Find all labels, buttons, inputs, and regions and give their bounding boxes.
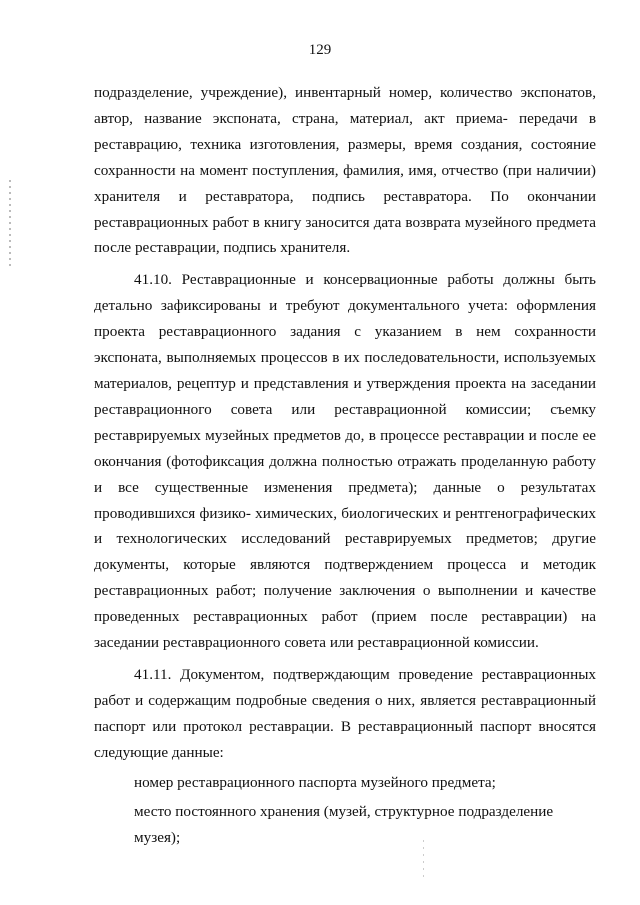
scan-artifact	[9, 180, 11, 270]
list-item: место постоянного хранения (музей, структурное подразделение музея);	[134, 803, 554, 847]
paragraph-41-11: 41.11. Документом, подтверждающим проведение реставрационных работ и содержащим подробные сведения о них, является реставрационный паспорт или протокол реставрации. В реставрационный паспорт вносятся следующие данные:	[94, 665, 596, 761]
paragraph-41-10: 41.10. Реставрационные и консервационные работы должны быть детально зафиксированы и требуют документального учета: оформления проекта реставрационного задания с указанием в нем сохранности экспоната, выполняемых процессов в их последовательности, используемых материалов, рецептур и представления и утверждения проекта на заседании реставрационного совета или реставрационной комиссии; съемку реставрируемых музейных предметов до, в процессе реставрации и после ее окончания (фотофиксация должна полностью отражать проделанную работу и все существенные изменения предмета); данные о результатах проводившихся физико- химических, биологических и рентгенографических и технологических исследований реставрируемых предметов; другие документы, которые являются подтверждением процесса и методик реставрационных работ; получение заключения о выполнении и качестве проведенных реставрационных работ (прием после реставрации) на заседании реставрационного совета или реставрационной комиссии.	[94, 271, 596, 652]
document-body	[94, 80, 596, 851]
paragraph-continuation: подразделение, учреждение), инвентарный номер, количество экспонатов, автор, название экспоната, страна, материал, акт приема- передачи в реставрацию, техника изготовления, размеры, время создания, состояние сохранности на момент поступления, фамилия, имя, отчество (при наличии) хранителя и реставратора, подпись реставратора. По окончании реставрационных работ в книгу заносится дата возврата музейного предмета после реставрации, подпись хранителя.	[94, 84, 596, 257]
list-item: номер реставрационного паспорта музейного предмета;	[134, 773, 496, 791]
page-number: 129	[308, 42, 332, 58]
